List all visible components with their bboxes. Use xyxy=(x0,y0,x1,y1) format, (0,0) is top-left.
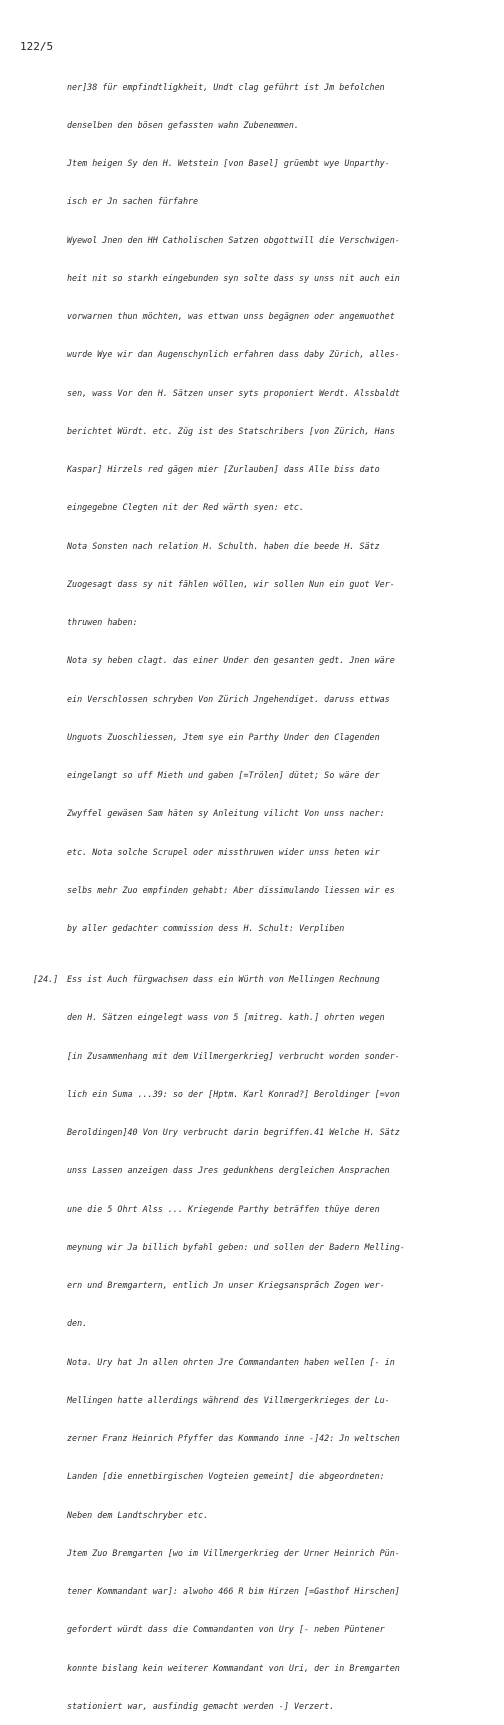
text-line: zerner Franz Heinrich Pfyffer das Kommando inne -]42: Jn weltschen xyxy=(67,1433,400,1443)
text-line: Neben dem Landtschryber etc. xyxy=(67,1509,209,1520)
paragraph-number: [24.] xyxy=(33,974,59,984)
text-line: by aller gedachter commission dess H. Schult: Verpliben xyxy=(67,923,345,933)
text-line: [24.] Ess ist Auch fürgwachsen dass ein Würth von Mellingen Rechnung xyxy=(33,974,380,984)
text-line: den H. Sätzen eingelegt wass von 5 [mitreg. kath.] ohrten wegen xyxy=(67,1012,385,1023)
document-body xyxy=(33,55,492,1725)
text-line: Mellingen hatte allerdings während des Villmergerkrieges der Lu- xyxy=(67,1394,390,1405)
text-line: Landen [die ennetbirgischen Vogteien gemeint] die abgeordneten: xyxy=(67,1471,385,1482)
text-line: isch er Jn sachen fürfahre xyxy=(67,196,199,207)
text-line: Beroldingen]40 Von Ury verbrucht darin begriffen.41 Welche H. Sätz xyxy=(67,1127,400,1137)
text-line: konnte bislang kein weiterer Kommandant von Uri, der in Bremgarten xyxy=(67,1662,400,1673)
text-line: [in Zusammenhang mit dem Villmergerkrieg] verbrucht worden sonder- xyxy=(67,1050,400,1061)
text-line: stationiert war, ausfindig gemacht werden -] Verzert. xyxy=(67,1700,335,1711)
text-line: ein Verschlossen schryben Von Zürich Jngehendiget. daruss ettwas xyxy=(67,693,390,704)
text-line: une die 5 Ohrt Alss ... Kriegende Parthy beträffen thüye deren xyxy=(67,1203,380,1214)
text-line: Nota Sonsten nach relation H. Schulth. haben die beede H. Sätz xyxy=(67,540,380,551)
text-line: denselben den bösen gefassten wahn Zubenemmen. xyxy=(67,119,299,130)
text-line: vorwarnen thun möchten, was ettwan unss begägnen oder angemuothet xyxy=(67,311,395,321)
text-line: Kaspar] Hirzels red gägen mier [Zurlauben] dass Alle biss dato xyxy=(67,464,380,474)
text-line: eingegebne Clegten nit der Red wärth syen: etc. xyxy=(67,502,304,513)
text-line: Jtem heigen Sy den H. Wetstein [von Basel] grüembt wye Unparthy- xyxy=(67,158,390,168)
text-line: Nota. Ury hat Jn allen ohrten Jre Commandanten haben wellen [- in xyxy=(67,1356,395,1367)
text-line: Zwyffel gewäsen Sam häten sy Anleitung vilicht Von unss nacher: xyxy=(67,808,385,819)
text-line: etc. Nota solche Scrupel oder missthruwen wider unss heten wir xyxy=(67,846,380,857)
text-line: gefordert würdt dass die Commandanten von Ury [- neben Püntener xyxy=(67,1624,385,1635)
text-line: wurde Wye wir dan Augenschynlich erfahren dass daby Zürich, alles- xyxy=(67,349,400,360)
text-line: den. xyxy=(67,1318,88,1329)
text-line: lich ein Suma ...39: so der [Hptm. Karl Konrad?] Beroldinger [=von xyxy=(67,1088,400,1099)
text-line: ner]38 für empfindtligkheit, Undt clag geführt ist Jm befolchen xyxy=(67,81,385,92)
text-line: Wyewol Jnen den HH Catholischen Satzen obgottwill die Verschwigen- xyxy=(67,234,400,245)
text-line: Nota sy heben clagt. das einer Under den gesanten gedt. Jnen wäre xyxy=(67,655,395,666)
text-line: eingelangt so uff Mieth und gaben [=Trölen] dütet; So wäre der xyxy=(67,770,380,780)
text-line: thruwen haben: xyxy=(67,617,138,627)
page-number: 122/5 xyxy=(20,40,54,53)
text-line: ern und Bremgartern, entlich Jn unser Kriegsansprãch Zogen wer- xyxy=(67,1280,385,1290)
text-line: meynung wir Ja billich byfahl geben: und sollen der Badern Melling- xyxy=(67,1241,405,1252)
text-line: Jtem Zuo Bremgarten [wo im Villmergerkrieg der Urner Heinrich Pün- xyxy=(67,1547,400,1558)
text-line: unss Lassen anzeigen dass Jres gedunkhens dergleichen Ansprachen xyxy=(67,1165,390,1176)
text-line: selbs mehr Zuo empfinden gehabt: Aber dissimulando liessen wir es xyxy=(67,884,395,895)
text-line: sen, wass Vor den H. Sätzen unser syts proponiert Werdt. Alssbaldt xyxy=(67,387,400,398)
text-line: heit nit so starkh eingebunden syn solte dass sy unss nit auch ein xyxy=(67,272,400,283)
text-line: tener Kommandant war]: alwoho 466 R bim Hirzen [=Gasthof Hirschen] xyxy=(67,1586,400,1596)
text-line: Zuogesagt dass sy nit fählen wöllen, wir sollen Nun ein guot Ver- xyxy=(67,578,395,589)
text-line: berichtet Würdt. etc. Züg ist des Statschribers [von Zürich, Hans xyxy=(67,425,395,436)
text-line: Unguots Zuoschliessen, Jtem sye ein Parthy Under den Clagenden xyxy=(67,731,380,742)
